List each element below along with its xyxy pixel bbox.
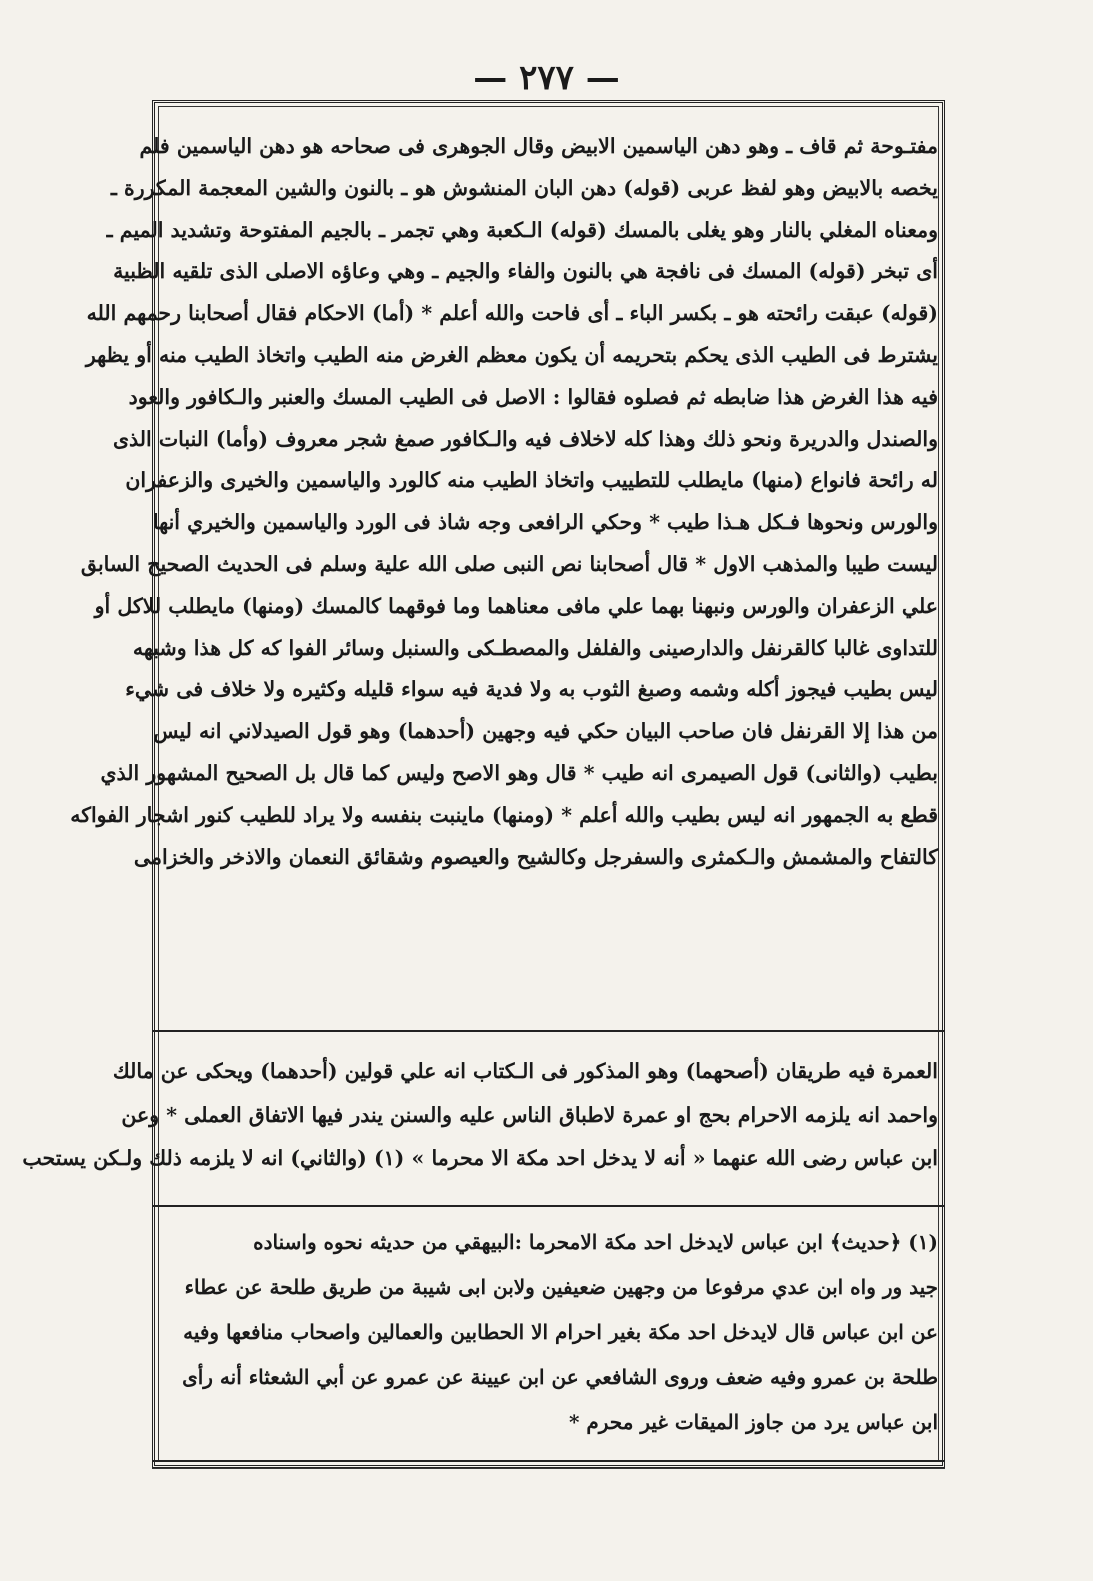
text-line: والصندل والدريرة ونحو ذلك وهذا كله لاخلاف فيه والـكافور صمغ شجر معروف (وأما) النبات الذى bbox=[113, 426, 938, 451]
text-line: علي الزعفران والورس ونبهنا بهما علي مافى معناهما وما فوقهما كالمسك (ومنها) مايطلب للاكل أو bbox=[94, 593, 938, 618]
page-number: — ٢٧٧ — bbox=[473, 58, 620, 98]
footnote-line: ابن عباس يرد من جاوز الميقات غير محرم * bbox=[568, 1410, 938, 1434]
footnote-line: عن ابن عباس قال لايدخل احد مكة بغير احرام الا الحطابين والعمالين واصحاب منافعها وفيه bbox=[183, 1320, 938, 1344]
text-line: قطع به الجمهور انه ليس بطيب والله أعلم * (ومنها) ماينبت بنفسه ولا يراد للطيب كنور اشجار الفواكه bbox=[70, 802, 938, 827]
commentary-text bbox=[22, 1050, 938, 1181]
text-line: يشترط فى الطيب الذى يحكم بتحريمه أن يكون معظم الغرض منه الطيب واتخاذ الطيب منه أو يظهر bbox=[85, 342, 938, 367]
text-line: فيه هذا الغرض هذا ضابطه ثم فصلوه فقالوا : الاصل فى الطيب المسك والعنبر والـكافور والعود bbox=[128, 384, 938, 409]
main-text bbox=[70, 126, 938, 878]
footnote-line: طلحة بن عمرو وفيه ضعف وروى الشافعي عن ابن عيينة عن عمرو عن أبي الشعثاء أنه رأى bbox=[182, 1365, 938, 1389]
text-line: من هذا إلا القرنفل فان صاحب البيان حكي فيه وجهين (أحدهما) وهو قول الصيدلاني انه ليس bbox=[153, 719, 938, 744]
text-line: ومعناه المغلي بالنار وهو يغلى بالمسك (قوله) الـكعبة وهي تجمر ـ بالجيم المفتوحة وتشديد الميم ـ bbox=[106, 217, 938, 242]
text-line: العمرة فيه طريقان (أصحهما) وهو المذكور فى الـكتاب انه علي قولين (أحدهما) ويحكى عن مالك bbox=[112, 1059, 938, 1083]
text-line: بطيب (والثانى) قول الصيمرى انه طيب * قال وهو الاصح وليس كما قال بل الصحيح المشهور الذي bbox=[100, 760, 938, 785]
text-line: ليس بطيب فيجوز أكله وشمه وصبغ الثوب به ولا فدية فيه سواء قليله وكثيره ولا خلاف فى شيء bbox=[125, 677, 938, 702]
text-line: ليست طيبا والمذهب الاول * قال أصحابنا نص النبى صلى الله علية وسلم فى الحديث الصحيح السابق bbox=[80, 551, 938, 576]
text-line: له رائحة فانواع (منها) مايطلب للتطييب واتخاذ الطيب منه كالورد والياسمين والخيرى والزعفران bbox=[125, 468, 938, 493]
text-line: والورس ونحوها فـكل هـذا طيب * وحكي الرافعى وجه شاذ فى الورد والياسمين والخيري أنها bbox=[152, 510, 938, 535]
text-line: كالتفاح والمشمش والـكمثرى والسفرجل وكالشيح والعيصوم وشقائق النعمان والاذخر والخزامى bbox=[133, 844, 938, 869]
bottom-border bbox=[152, 1460, 945, 1469]
section-divider bbox=[152, 1030, 945, 1032]
footnote bbox=[168, 1220, 938, 1445]
text-line: يخصه بالابيض وهو لفظ عربى (قوله) دهن البان المنشوش هو ـ بالنون والشين المعجمة المكررة ـ bbox=[110, 175, 938, 200]
text-line: للتداوى غالبا كالقرنفل والدارصينى والفلفل والمصطـكى والسنبل وسائر الفوا كه كل هذا وشبهه bbox=[132, 635, 938, 660]
text-line: (قوله) عبقت رائحته هو ـ بكسر الباء ـ أى فاحت والله أعلم * (أما) الاحكام فقال أصحابنا رحمهم الله bbox=[86, 301, 938, 326]
text-line: أى تبخر (قوله) المسك فى نافجة هي بالنون والفاء والجيم ـ وهي وعاؤه الاصلى الذى تلقيه الظبية bbox=[113, 259, 938, 284]
text-line: مفتـوحة ثم قاف ـ وهو دهن الياسمين الابيض وقال الجوهرى فى صحاحه هو دهن الياسمين فلم bbox=[139, 134, 938, 158]
footnote-divider bbox=[152, 1205, 945, 1207]
footnote-line: جيد ور واه ابن عدي مرفوعا من وجهين ضعيفين ولابن ابى شيبة من طريق طلحة عن عطاء bbox=[184, 1275, 938, 1299]
footnote-line: (١) ﴿حديث﴾ ابن عباس لايدخل احد مكة الامحرما :البيهقي من حديثه نحوه واسناده bbox=[253, 1230, 938, 1254]
text-line: واحمد انه يلزمه الاحرام بحج او عمرة لاطباق الناس عليه والسنن يندر فيها الاتفاق العملى * وعن bbox=[121, 1102, 938, 1127]
text-line: ابن عباس رضى الله عنهما « أنه لا يدخل احد مكة الا محرما » (١) (والثاني) انه لا يلزمه ذلك ولـكن يستحب bbox=[22, 1146, 938, 1170]
